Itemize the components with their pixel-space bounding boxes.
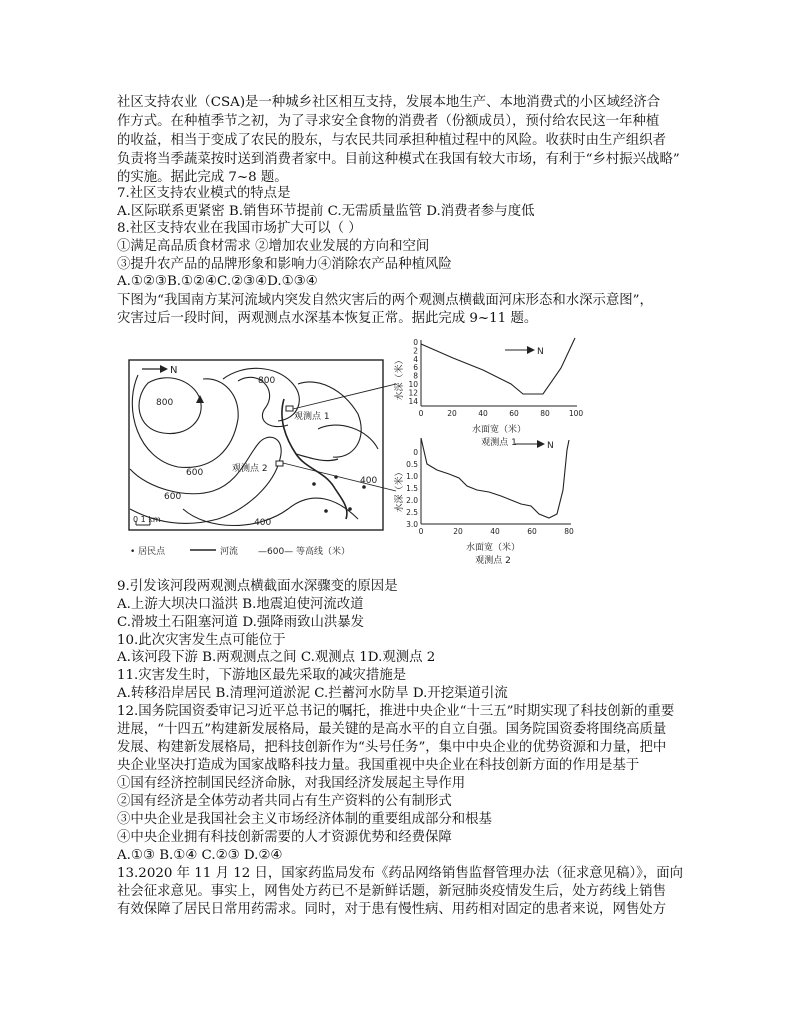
svg-text:0 1 km: 0 1 km <box>133 515 161 524</box>
question-13-text: 13.2020 年 11 月 12 日，国家药监局发布《药品网络销售监督管理办法（征求意见稿）》，面向 <box>117 866 684 881</box>
profile2-y-tick-label: 2.0 <box>406 496 418 505</box>
passage1-line: 作方式。在种植季节之初，为了寻求安全食物的消费者（份额成员），预付给农民这一年种植 <box>117 114 660 129</box>
profile2-y-tick-label: 3.0 <box>406 520 418 529</box>
question-12-item: ②国有经济是全体劳动者共同占有生产资料的公有制形式 <box>117 794 452 809</box>
profile2-title: 观测点 2 <box>475 556 511 566</box>
profile1-north-arrow <box>505 346 544 357</box>
profile2-x-tick-label: 0 <box>418 527 424 536</box>
profile1-x-tick-label: 20 <box>447 409 457 418</box>
profile1-x-tick-label: 0 <box>418 409 424 418</box>
profile1-x-tick-label: 60 <box>509 409 519 418</box>
profile1-x-tick-label: 80 <box>540 409 550 418</box>
profile1-y-tick-label: 0 <box>413 338 418 347</box>
profile1-axes <box>421 340 577 406</box>
passage1-line: 的实施。据此完成 7~8 题。 <box>117 170 288 185</box>
svg-text:800: 800 <box>258 376 276 386</box>
profile1-title: 观测点 1 <box>481 438 517 448</box>
profile2-y-tick-label: 0 <box>413 448 418 457</box>
question-9-options: C.滑坡土石阻塞河道 D.强降雨致山洪暴发 <box>117 615 365 630</box>
profile2-y-tick-label: 2.5 <box>406 508 418 517</box>
question-8-options: A.①②③B.①②④C.②③④D.①③④ <box>117 274 318 289</box>
passage2-line: 下图为“我国南方某河流域内突发自然灾害后的两个观测点横截面河床形态和水深示意图”， <box>117 293 653 308</box>
profile2-xlabel: 水面宽（米） <box>465 543 521 553</box>
profile-chart-2 <box>393 430 593 570</box>
profile1-y-tick-label: 8 <box>413 371 418 381</box>
svg-text:N: N <box>170 365 178 376</box>
profile1-x-tick-label: 100 <box>568 409 584 418</box>
profile2-x-tick-label: 80 <box>564 527 574 536</box>
profile1-y-tick-label: 4 <box>413 354 418 364</box>
profile1-riverbed-line <box>421 338 575 394</box>
question-12-stem: 进展，“十四五”构建新发展格局，最关键的是高水平的自立自强。国务院国资委将围绕高质量 <box>117 722 667 737</box>
profile1-xlabel: 水面宽（米） <box>471 425 527 435</box>
profile1-x-tick-label: 40 <box>478 409 488 418</box>
question-12-stem: 发展、构建新发展格局，把科技创新作为“头号任务”，集中中央企业的优势资源和力量，把中 <box>117 740 667 755</box>
svg-text:600: 600 <box>186 468 204 478</box>
svg-text:N: N <box>537 347 544 357</box>
profile1-y-tick-label: 6 <box>413 363 418 373</box>
profile2-x-tick-label: 60 <box>527 527 537 536</box>
profile1-y-tick-label: 12 <box>408 388 418 398</box>
map-legend <box>128 543 418 557</box>
profile2-x-tick-label: 40 <box>490 527 500 536</box>
question-9-stem: 9.引发该河段两观测点横截面水深骤变的原因是 <box>117 579 398 594</box>
question-12-item: ③中央企业是我国社会主义市场经济体制的重要组成部分和根基 <box>117 812 492 827</box>
question-13-text: 有效保障了居民日常用药需求。同时，对于患有慢性病、用药相对固定的患者来说，网售处方 <box>117 902 667 917</box>
profile1-y-tick-label: 10 <box>408 380 418 389</box>
passage2-line: 灾害过后一段时间，两观测点水深基本恢复正常。据此完成 9~11 题。 <box>117 311 538 326</box>
question-12-stem: 央企业坚决打造成为国家战略科技力量。我国重视中央企业在科技创新方面的作用是基于 <box>117 758 640 773</box>
profile2-north-arrow <box>515 440 554 451</box>
question-13-text: 社会征求意见。事实上，网售处方药已不是新鲜话题，新冠肺炎疫情发生后，处方药线上销售 <box>117 884 667 899</box>
question-8-item: ①满足高品质食材需求 ②增加农业发展的方向和空间 <box>117 239 430 254</box>
passage1-line: 社区支持农业（CSA)是一种城乡社区相互支持，发展本地生产、本地消费式的小区域经济合 <box>117 95 661 110</box>
question-10-options: A.该河段下游 B.两观测点之间 C.观测点 1D.观测点 2 <box>117 650 436 665</box>
question-11-options: A.转移沿岸居民 B.清理河道淤泥 C.拦蓄河水防旱 D.开挖渠道引流 <box>117 686 508 701</box>
map-scale <box>133 515 161 525</box>
contour-map <box>128 359 398 537</box>
profile2-x-tick-label: 20 <box>453 527 463 536</box>
legend-river: 河流 <box>220 547 239 557</box>
passage1-line: 负责将当季蔬菜按时送到消费者家中。目前这种模式在我国有较大市场，有利于“乡村振兴战略” <box>117 152 680 167</box>
question-12-options: A.①③ B.①④ C.②③ D.②④ <box>117 848 283 863</box>
profile2-y-tick-label: 1.0 <box>406 472 418 481</box>
legend-contour: —600— 等高线（米） <box>258 547 351 557</box>
profile2-y-tick-label: 1.5 <box>406 484 418 493</box>
question-12-item: ④中央企业拥有科技创新需要的人才资源优势和经费保障 <box>117 830 452 845</box>
profile1-y-tick-label: 2 <box>413 346 418 356</box>
question-8-item: ③提升农产品的品牌形象和影响力④消除农产品种植风险 <box>117 257 452 272</box>
map-obs1-label: 观测点 1 <box>294 412 330 422</box>
question-11-stem: 11.灾害发生时，下游地区最先采取的减灾措施是 <box>117 668 407 683</box>
svg-text:400: 400 <box>254 518 272 528</box>
svg-text:800: 800 <box>156 398 174 408</box>
profile1-y-tick-label: 14 <box>408 396 418 406</box>
question-8-stem: 8.社区支持农业在我国市场扩大可以（ ） <box>117 221 362 236</box>
profile1-ylabel: 水深（米） <box>395 355 405 401</box>
question-12-stem: 12.国务院国资委审记习近平总书记的嘱托，推进中央企业“十三五”时期实现了科技创新的重要 <box>117 704 675 719</box>
svg-text:600: 600 <box>164 492 182 502</box>
legend-resident: • 居民点 <box>130 547 166 557</box>
question-10-stem: 10.此次灾害发生点可能位于 <box>117 633 286 648</box>
map-obs2-label: 观测点 2 <box>232 464 268 474</box>
profile2-y-tick-label: 0.5 <box>406 460 418 469</box>
svg-text:N: N <box>547 441 554 451</box>
passage1-line: 的收益，相当于变成了农民的股东，与农民共同承担种植过程中的风险。收获时由生产组织者 <box>117 133 667 148</box>
question-7-stem: 7.社区支持农业模式的特点是 <box>117 186 291 201</box>
profile2-ylabel: 水深（米） <box>395 467 405 513</box>
question-9-options: A.上游大坝决口溢洪 B.地震迫使河流改道 <box>117 597 364 612</box>
question-7-options: A.区际联系更紧密 B.销售环节提前 C.无需质量监管 D.消费者参与度低 <box>117 204 535 219</box>
question-12-item: ①国有经济控制国民经济命脉，对我国经济发展起主导作用 <box>117 776 466 791</box>
svg-text:400: 400 <box>360 476 378 486</box>
